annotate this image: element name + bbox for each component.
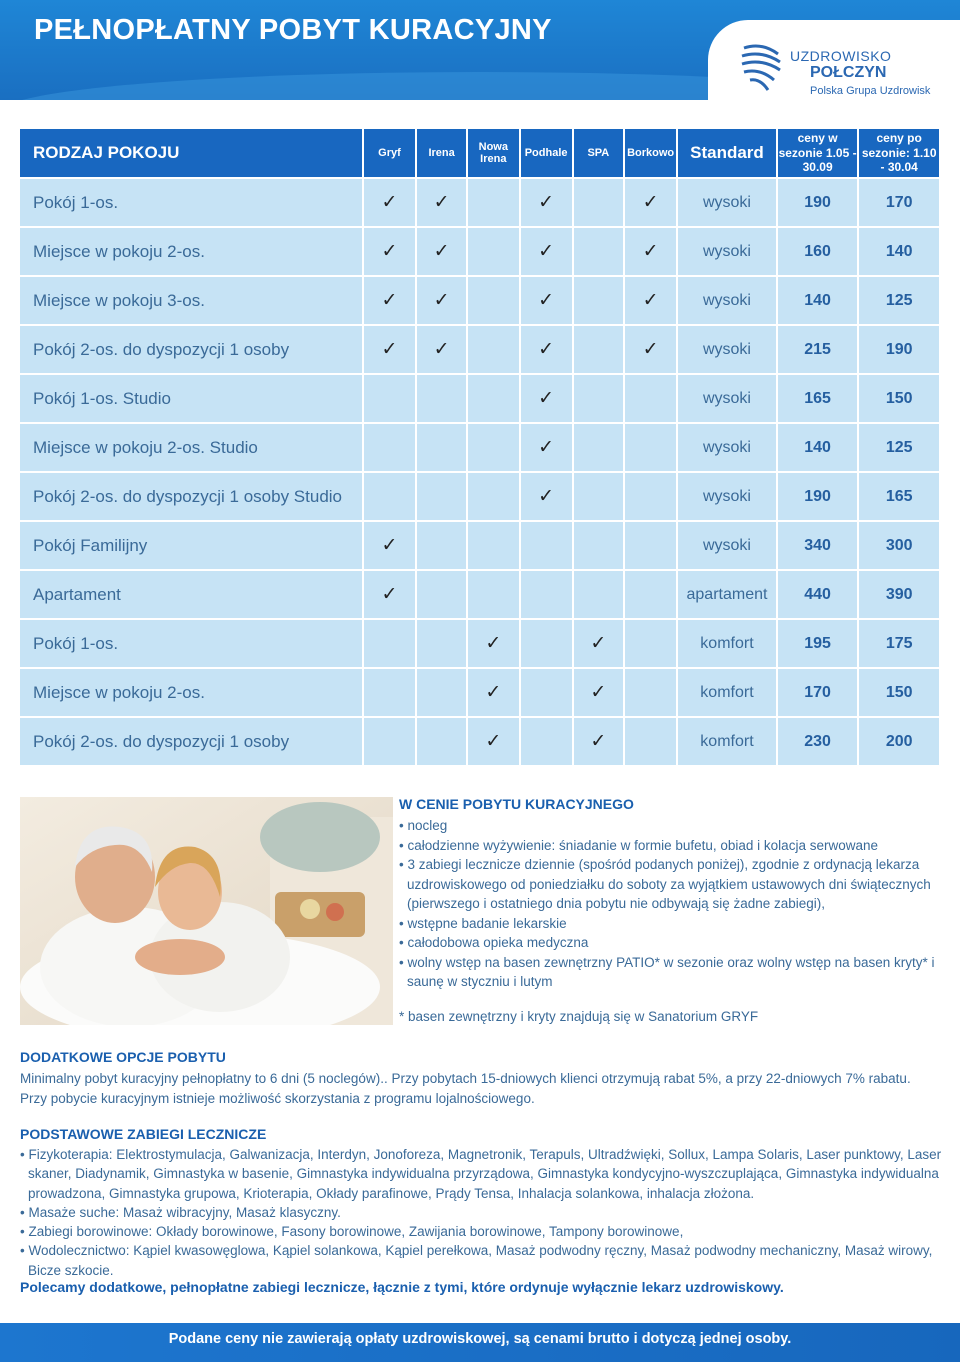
- room-type: Pokój 1-os. Studio: [20, 375, 362, 422]
- standard-value: wysoki: [678, 179, 776, 226]
- header-borkowo: Borkowo: [625, 129, 676, 177]
- list-item: • nocleg: [399, 818, 448, 833]
- check-icon: ✓: [381, 535, 398, 556]
- check-icon: ✓: [538, 241, 555, 262]
- table-row: [20, 179, 939, 226]
- logo-text-3: Polska Grupa Uzdrowisk: [810, 85, 931, 97]
- logo-text-2: POŁCZYN: [810, 64, 887, 81]
- table-row: [20, 669, 939, 716]
- season-price: 440: [778, 571, 858, 618]
- table-row: [20, 522, 939, 569]
- header-offseason-price: ceny po sezonie: 1.10 - 30.04: [859, 129, 939, 177]
- list-item: • Fizykoterapia: Elektrostymulacja, Galwanizacja, Interdyn, Jonoforeza, Magnetronik, Terapuls, Ultradźwięki, Sollux, Lampa Solaris, Laser punktowy, Laser skaner, Diadynamik, Gimnastyka w basenie, Gimnastyka indywidualna przyrządowa, Gimnastyka kondycyjno-wyszczuplająca, Gimnastyka indywidualna prowadzona, Gimnastyka grupowa, Krioterapia, Okłady parafinowe, Prądy Tensa, Inhalacja solankowa, inhalacja złożona.: [20, 1147, 942, 1201]
- season-price: 190: [778, 473, 858, 520]
- room-type: Apartament: [20, 571, 362, 618]
- offseason-price: 125: [859, 277, 939, 324]
- table-row: [20, 228, 939, 275]
- check-icon: ✓: [590, 731, 607, 752]
- room-type: Miejsce w pokoju 2-os.: [20, 669, 362, 716]
- check-icon: ✓: [642, 241, 659, 262]
- logo-icon: [740, 40, 784, 96]
- cell-spa: [574, 179, 624, 226]
- season-price: 165: [778, 375, 858, 422]
- check-icon: ✓: [433, 290, 450, 311]
- offseason-price: 190: [859, 326, 939, 373]
- table-header-row: [20, 129, 939, 177]
- offseason-price: 200: [859, 718, 939, 765]
- basic-treatments-list: [20, 1145, 945, 1280]
- check-icon: ✓: [642, 339, 659, 360]
- check-icon: ✓: [642, 290, 659, 311]
- header-standard: Standard: [678, 129, 776, 177]
- extra-options-text: Minimalny pobyt kuracyjny pełnopłatny to 6 dni (5 noclegów).. Przy pobytach 15-dniowych klienci otrzymują rabat 5%, a przy 22-dniowych 7% rabatu. Przy pobycie kuracyjnym istnieje możliwość skorzystania z programu lojalnościowego.: [20, 1071, 911, 1106]
- check-icon: ✓: [538, 192, 555, 213]
- room-type: Pokój 2-os. do dyspozycji 1 osoby: [20, 326, 362, 373]
- header-room: RODZAJ POKOJU: [20, 129, 362, 177]
- standard-value: wysoki: [678, 522, 776, 569]
- list-item: • Wodolecznictwo: Kąpiel kwasowęglowa, Kąpiel solankowa, Kąpiel perełkowa, Masaż podwodny ręczny, Masaż podwodny mechaniczny, Masaż wirowy, Bicze szkocie.: [20, 1243, 933, 1278]
- check-icon: ✓: [381, 339, 398, 360]
- check-icon: ✓: [381, 241, 398, 262]
- table-row: [20, 718, 939, 765]
- offseason-price: 140: [859, 228, 939, 275]
- check-icon: ✓: [433, 339, 450, 360]
- couple-photo: [20, 797, 393, 1025]
- page-title: PEŁNOPŁATNY POBYT KURACYJNY: [34, 14, 552, 46]
- standard-value: wysoki: [678, 228, 776, 275]
- recommendation-text: Polecamy dodatkowe, pełnopłatne zabiegi lecznicze, łącznie z tymi, które ordynuje wyłącznie lekarz uzdrowiskowy.: [20, 1279, 784, 1295]
- check-icon: ✓: [538, 339, 555, 360]
- table-row: [20, 424, 939, 471]
- offseason-price: 150: [859, 669, 939, 716]
- header-spa: SPA: [574, 129, 624, 177]
- room-type: Miejsce w pokoju 2-os. Studio: [20, 424, 362, 471]
- offseason-price: 170: [859, 179, 939, 226]
- list-item: • 3 zabiegi lecznicze dziennie (spośród podanych poniżej), zgodnie z ordynacją lekarza uzdrowiskowego od poniedziałku do soboty za wyjątkiem ustawowych dni świątecznych (pierwszego i ostatniego dnia pobytu nie odbywają się żadne zabiegi),: [399, 857, 931, 911]
- pool-note: * basen zewnętrzny i kryty znajdują się w Sanatorium GRYF: [399, 1009, 759, 1024]
- season-price: 230: [778, 718, 858, 765]
- cell-nowa-irena: [468, 179, 519, 226]
- table-row: [20, 473, 939, 520]
- season-price: 340: [778, 522, 858, 569]
- list-item: • wolny wstęp na basen zewnętrzny PATIO* w sezonie oraz wolny wstęp na basen kryty* i saunę w styczniu i lutym: [399, 954, 935, 989]
- cell-podhale: [521, 179, 572, 226]
- list-item: • Zabiegi borowinowe: Okłady borowinowe, Fasony borowinowe, Zawijania borowinowe, Tampony borowinowe,: [20, 1224, 684, 1240]
- list-item: • całodobowa opieka medyczna: [399, 935, 589, 950]
- table-row: [20, 571, 939, 618]
- table-row: [20, 326, 939, 373]
- extra-options-title: DODATKOWE OPCJE POBYTU: [20, 1049, 226, 1065]
- season-price: 195: [778, 620, 858, 667]
- check-icon: ✓: [381, 290, 398, 311]
- list-item: • całodzienne wyżywienie: śniadanie w formie bufetu, obiad i kolacja serwowane: [399, 837, 878, 853]
- check-icon: ✓: [433, 192, 450, 213]
- list-item: • wstępne badanie lekarskie: [399, 915, 567, 931]
- header-irena: Irena: [417, 129, 466, 177]
- standard-value: wysoki: [678, 424, 776, 471]
- standard-value: komfort: [678, 718, 776, 765]
- check-icon: ✓: [538, 290, 555, 311]
- offseason-price: 165: [859, 473, 939, 520]
- included-title: W CENIE POBYTU KURACYJNEGO: [399, 796, 634, 812]
- check-icon: ✓: [538, 388, 555, 409]
- standard-value: wysoki: [678, 277, 776, 324]
- room-type: Pokój 2-os. do dyspozycji 1 osoby: [20, 718, 362, 765]
- room-type: Pokój 1-os.: [20, 179, 362, 226]
- offseason-price: 390: [859, 571, 939, 618]
- basic-treatments-title: PODSTAWOWE ZABIEGI LECZNICZE: [20, 1126, 267, 1142]
- standard-value: komfort: [678, 620, 776, 667]
- check-icon: ✓: [433, 241, 450, 262]
- header-gryf: Gryf: [364, 129, 416, 177]
- check-icon: ✓: [485, 731, 502, 752]
- check-icon: ✓: [642, 192, 659, 213]
- price-table: [18, 127, 941, 767]
- offseason-price: 175: [859, 620, 939, 667]
- check-icon: ✓: [538, 437, 555, 458]
- offseason-price: 125: [859, 424, 939, 471]
- footer-text: Podane ceny nie zawierają opłaty uzdrowiskowej, są cenami brutto i dotyczą jednej osoby.: [168, 1331, 792, 1347]
- cell-gryf: [364, 179, 416, 226]
- room-type: Miejsce w pokoju 2-os.: [20, 228, 362, 275]
- list-item: • Masaże suche: Masaż wibracyjny, Masaż klasyczny.: [20, 1204, 341, 1220]
- header-podhale: Podhale: [521, 129, 572, 177]
- check-icon: ✓: [381, 192, 398, 213]
- cell-borkowo: [625, 179, 676, 226]
- check-icon: ✓: [485, 682, 502, 703]
- table-row: [20, 620, 939, 667]
- table-row: [20, 277, 939, 324]
- room-type: Pokój 2-os. do dyspozycji 1 osoby Studio: [20, 473, 362, 520]
- standard-value: wysoki: [678, 473, 776, 520]
- season-price: 215: [778, 326, 858, 373]
- room-type: Pokój 1-os.: [20, 620, 362, 667]
- season-price: 140: [778, 424, 858, 471]
- offseason-price: 150: [859, 375, 939, 422]
- standard-value: wysoki: [678, 326, 776, 373]
- season-price: 160: [778, 228, 858, 275]
- check-icon: ✓: [485, 633, 502, 654]
- included-list: [399, 816, 949, 992]
- check-icon: ✓: [590, 633, 607, 654]
- season-price: 190: [778, 179, 858, 226]
- logo-text-1: UZDROWISKO: [790, 48, 892, 64]
- room-type: Pokój Familijny: [20, 522, 362, 569]
- room-type: Miejsce w pokoju 3-os.: [20, 277, 362, 324]
- check-icon: ✓: [590, 682, 607, 703]
- standard-value: apartament: [678, 571, 776, 618]
- standard-value: komfort: [678, 669, 776, 716]
- season-price: 170: [778, 669, 858, 716]
- cell-irena: [417, 179, 466, 226]
- standard-value: wysoki: [678, 375, 776, 422]
- check-icon: ✓: [538, 486, 555, 507]
- header-season-price: ceny w sezonie 1.05 - 30.09: [778, 129, 858, 177]
- check-icon: ✓: [381, 584, 398, 605]
- table-row: [20, 375, 939, 422]
- season-price: 140: [778, 277, 858, 324]
- offseason-price: 300: [859, 522, 939, 569]
- header-nowa-irena: Nowa Irena: [468, 129, 519, 177]
